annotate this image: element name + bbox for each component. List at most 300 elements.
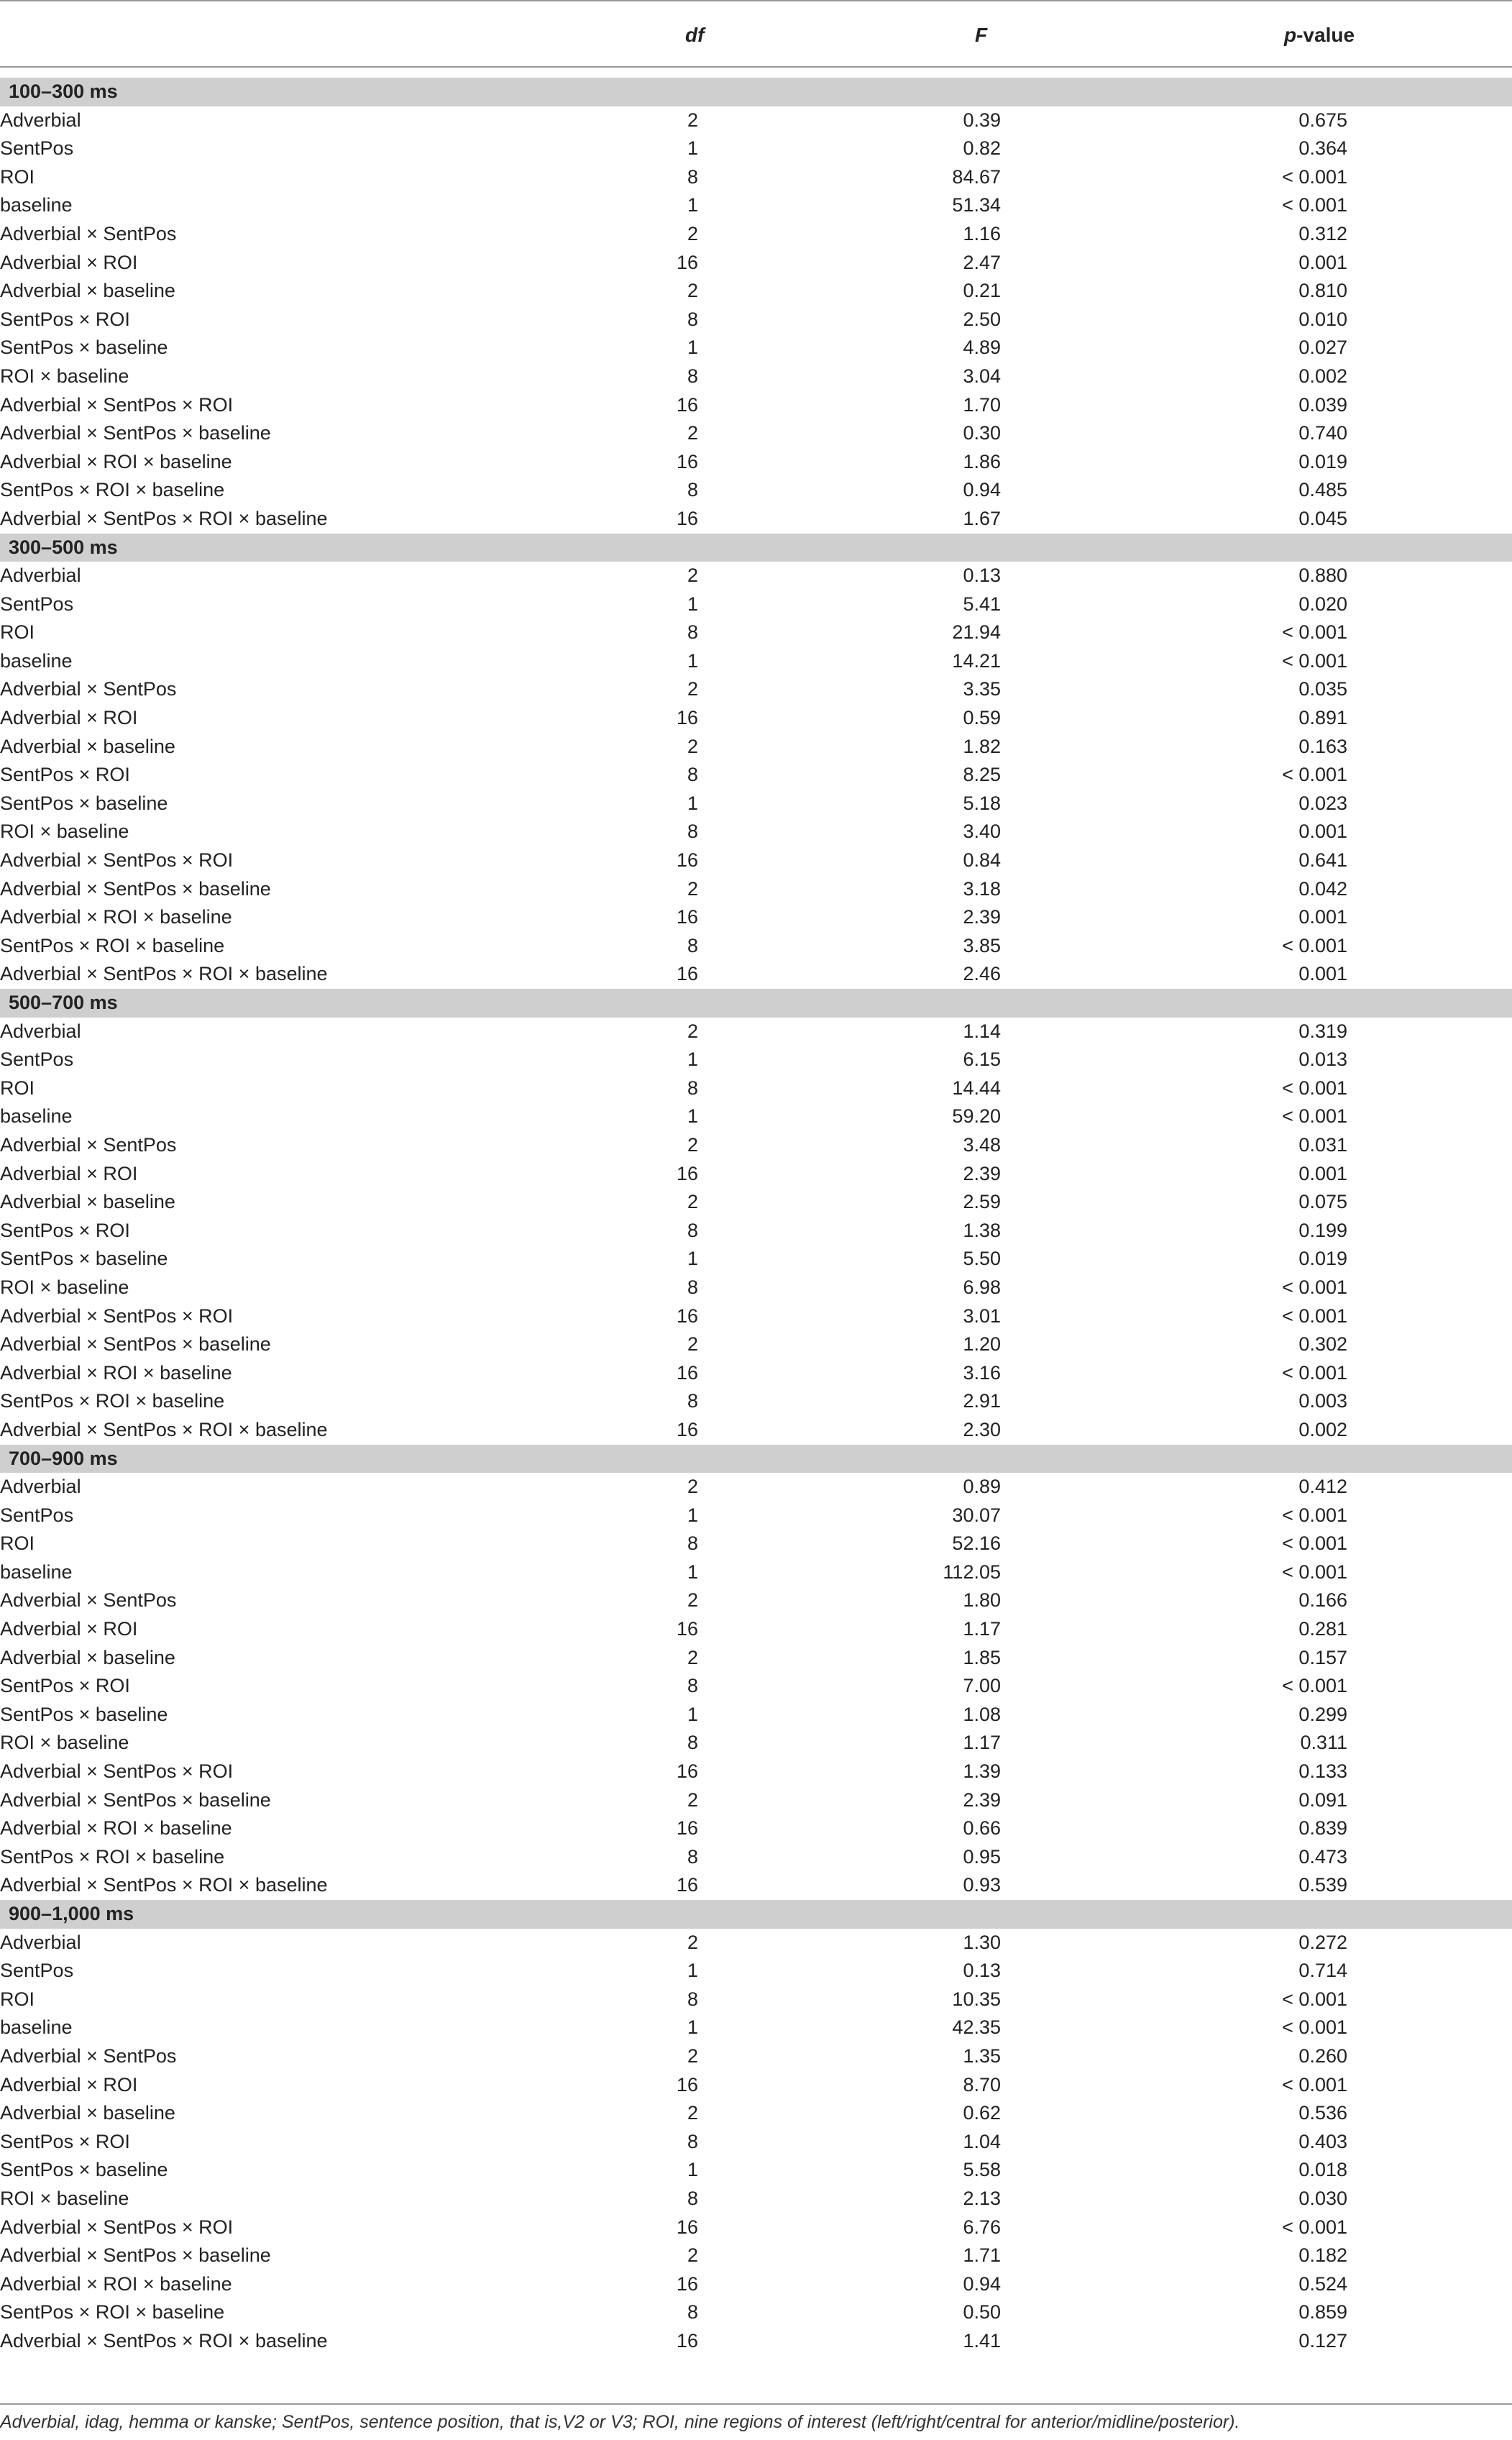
df-cell: 16 xyxy=(676,1618,698,1640)
p-value-cell: 0.403 xyxy=(1298,2130,1347,2152)
table-row xyxy=(0,1843,1512,1872)
df-cell: 16 xyxy=(676,1874,698,1896)
p-value-cell: 0.272 xyxy=(1298,1931,1347,1953)
p-value-cell: < 0.001 xyxy=(1282,1532,1347,1555)
f-cell: 5.18 xyxy=(963,792,1001,814)
effect-cell: ROI xyxy=(0,621,35,644)
effect-cell: Adverbial × ROI × baseline xyxy=(0,2272,232,2295)
p-value-cell: < 0.001 xyxy=(1282,1276,1347,1298)
f-cell: 112.05 xyxy=(943,1561,1001,1583)
effect-cell: ROI × baseline xyxy=(0,365,129,387)
p-value-cell: 0.473 xyxy=(1298,1845,1347,1868)
f-cell: 4.89 xyxy=(963,337,1001,359)
table-row xyxy=(0,1929,1512,1957)
p-value-cell: 0.039 xyxy=(1298,393,1347,416)
effect-cell: Adverbial × baseline xyxy=(0,735,175,757)
table-row xyxy=(0,2327,1512,2356)
effect-cell: Adverbial × SentPos × baseline xyxy=(0,1788,271,1811)
p-value-cell: 0.001 xyxy=(1298,906,1347,928)
effect-cell: SentPos × ROI × baseline xyxy=(0,2301,225,2324)
table-footnote: Adverbial, idag, hemma or kanske; SentPos, sentence position, that is,V2 or V3; ROI, nine regions of interest (left/right/central for anterior/midline/posterior). xyxy=(0,2403,1512,2433)
p-value-cell: 0.319 xyxy=(1298,1020,1347,1042)
f-cell: 3.01 xyxy=(963,1304,1001,1327)
f-cell: 21.94 xyxy=(952,621,1001,644)
p-value-cell: < 0.001 xyxy=(1282,1988,1347,2010)
table-row xyxy=(0,448,1512,477)
table-row xyxy=(0,1274,1512,1302)
df-cell: 8 xyxy=(687,165,698,188)
df-cell: 1 xyxy=(687,1960,698,1982)
effect-cell: Adverbial xyxy=(0,1931,81,1953)
table-row xyxy=(0,1074,1512,1103)
p-value-cell: 0.302 xyxy=(1298,1333,1347,1356)
df-cell: 16 xyxy=(676,963,698,985)
table-row xyxy=(0,1330,1512,1359)
p-value-cell: < 0.001 xyxy=(1282,621,1347,644)
p-value-cell: < 0.001 xyxy=(1282,649,1347,672)
f-cell: 0.21 xyxy=(963,280,1001,302)
table-row xyxy=(0,2014,1512,2042)
table-row xyxy=(0,1245,1512,1274)
effect-cell: SentPos xyxy=(0,1504,74,1526)
df-cell: 1 xyxy=(687,593,698,615)
df-cell: 16 xyxy=(676,1418,698,1440)
df-cell: 16 xyxy=(676,2216,698,2238)
df-cell: 2 xyxy=(687,1333,698,1356)
table-row xyxy=(0,2298,1512,2327)
table-row xyxy=(0,932,1512,961)
p-value-cell: < 0.001 xyxy=(1282,1361,1347,1384)
table-row xyxy=(0,2156,1512,2185)
table-row xyxy=(0,2213,1512,2242)
f-cell: 59.20 xyxy=(952,1105,1001,1128)
table-row xyxy=(0,191,1512,220)
p-value-cell: < 0.001 xyxy=(1282,2216,1347,2238)
df-cell: 16 xyxy=(676,1361,698,1384)
effect-cell: baseline xyxy=(0,2016,73,2039)
df-cell: 1 xyxy=(687,1048,698,1071)
p-value-cell: 0.042 xyxy=(1298,877,1347,900)
table-row xyxy=(0,1644,1512,1673)
section-header xyxy=(0,1445,1512,1473)
table-row xyxy=(0,1957,1512,1986)
table-row xyxy=(0,1018,1512,1046)
p-value-cell: < 0.001 xyxy=(1282,1561,1347,1583)
p-value-cell: 0.019 xyxy=(1298,450,1347,472)
effect-cell: SentPos × ROI × baseline xyxy=(0,1845,225,1868)
table-row xyxy=(0,2042,1512,2071)
table-row xyxy=(0,163,1512,192)
p-value-cell: 0.412 xyxy=(1298,1476,1347,1498)
f-cell: 2.50 xyxy=(963,308,1001,330)
p-value-cell: 0.675 xyxy=(1298,109,1347,131)
table-row xyxy=(0,1530,1512,1558)
f-cell: 2.30 xyxy=(963,1418,1001,1440)
df-cell: 2 xyxy=(687,2244,698,2267)
p-value-cell: 0.311 xyxy=(1300,1732,1347,1754)
header-df: df xyxy=(685,24,705,46)
effect-cell: Adverbial × ROI × baseline xyxy=(0,906,232,928)
effect-cell: Adverbial × SentPos xyxy=(0,678,177,700)
effect-cell: Adverbial xyxy=(0,565,81,587)
df-cell: 16 xyxy=(676,2073,698,2096)
df-cell: 8 xyxy=(687,1988,698,2010)
p-value-cell: 0.127 xyxy=(1298,2329,1347,2352)
p-value-cell: < 0.001 xyxy=(1282,934,1347,956)
table-row xyxy=(0,1217,1512,1246)
p-value-cell: 0.260 xyxy=(1298,2044,1347,2067)
df-cell: 2 xyxy=(687,109,698,131)
f-cell: 0.13 xyxy=(963,1960,1001,1982)
p-value-cell: 0.859 xyxy=(1298,2301,1347,2324)
p-value-cell: 0.839 xyxy=(1298,1817,1347,1840)
table-row xyxy=(0,391,1512,420)
section-header xyxy=(0,1900,1512,1929)
f-cell: 1.80 xyxy=(963,1589,1001,1612)
f-cell: 10.35 xyxy=(952,1988,1001,2010)
df-cell: 2 xyxy=(687,1476,698,1498)
df-cell: 8 xyxy=(687,2130,698,2152)
effect-cell: Adverbial × SentPos × baseline xyxy=(0,1333,271,1356)
p-value-cell: 0.364 xyxy=(1298,137,1347,160)
effect-cell: SentPos × baseline xyxy=(0,2159,168,2181)
f-cell: 0.95 xyxy=(963,1845,1001,1868)
f-cell: 0.59 xyxy=(963,707,1001,729)
f-cell: 1.85 xyxy=(963,1646,1001,1668)
f-cell: 8.25 xyxy=(963,764,1001,786)
table-body xyxy=(0,78,1512,2356)
table-row xyxy=(0,1558,1512,1587)
effect-cell: Adverbial × baseline xyxy=(0,1191,175,1213)
f-cell: 7.00 xyxy=(963,1675,1001,1697)
df-cell: 2 xyxy=(687,1931,698,1953)
p-value-cell: 0.001 xyxy=(1298,1162,1347,1184)
p-value-cell: < 0.001 xyxy=(1282,1077,1347,1099)
f-cell: 14.44 xyxy=(952,1077,1001,1099)
p-value-cell: 0.891 xyxy=(1298,707,1347,729)
p-value-cell: 0.075 xyxy=(1298,1191,1347,1213)
f-cell: 2.46 xyxy=(963,963,1001,985)
p-value-cell: 0.299 xyxy=(1298,1703,1347,1725)
f-cell: 0.84 xyxy=(963,849,1001,872)
p-value-cell: 0.018 xyxy=(1298,2159,1347,2181)
df-cell: 2 xyxy=(687,2044,698,2067)
df-cell: 8 xyxy=(687,1532,698,1555)
df-cell: 2 xyxy=(687,2102,698,2124)
f-cell: 1.17 xyxy=(963,1732,1001,1754)
table-row xyxy=(0,1729,1512,1758)
table-row xyxy=(0,1814,1512,1843)
p-value-cell: 0.001 xyxy=(1298,251,1347,273)
effect-cell: ROI × baseline xyxy=(0,1276,129,1298)
f-cell: 1.14 xyxy=(963,1020,1001,1042)
effect-cell: Adverbial × SentPos × ROI × baseline xyxy=(0,1418,328,1440)
p-value-cell: 0.019 xyxy=(1298,1248,1347,1270)
f-cell: 3.18 xyxy=(963,877,1001,900)
table-row xyxy=(0,1871,1512,1900)
table-row xyxy=(0,590,1512,619)
p-value-cell: < 0.001 xyxy=(1282,1105,1347,1128)
p-value-cell: 0.023 xyxy=(1298,792,1347,814)
df-cell: 8 xyxy=(687,1845,698,1868)
f-cell: 0.66 xyxy=(963,1817,1001,1840)
table-row xyxy=(0,505,1512,534)
table-row xyxy=(0,1188,1512,1217)
effect-cell: Adverbial × SentPos × ROI × baseline xyxy=(0,963,328,985)
table-row xyxy=(0,2099,1512,2128)
f-cell: 0.50 xyxy=(963,2301,1001,2324)
table-row xyxy=(0,647,1512,676)
effect-cell: ROI xyxy=(0,1532,35,1555)
df-cell: 2 xyxy=(687,678,698,700)
effect-cell: Adverbial × SentPos × baseline xyxy=(0,2244,271,2267)
f-cell: 2.39 xyxy=(963,1162,1001,1184)
df-cell: 16 xyxy=(676,1162,698,1184)
f-cell: 51.34 xyxy=(952,194,1001,216)
df-cell: 1 xyxy=(687,649,698,672)
table-row xyxy=(0,1046,1512,1074)
effect-cell: ROI xyxy=(0,165,35,188)
effect-cell: Adverbial × ROI xyxy=(0,1162,138,1184)
f-cell: 2.91 xyxy=(963,1390,1001,1412)
f-cell: 1.67 xyxy=(963,507,1001,529)
df-cell: 2 xyxy=(687,1788,698,1811)
df-cell: 8 xyxy=(687,1276,698,1298)
table-row xyxy=(0,675,1512,704)
df-cell: 2 xyxy=(687,1191,698,1213)
df-cell: 8 xyxy=(687,479,698,501)
df-cell: 1 xyxy=(687,792,698,814)
table-row xyxy=(0,362,1512,391)
df-cell: 2 xyxy=(687,1133,698,1156)
f-cell: 2.59 xyxy=(963,1191,1001,1213)
f-cell: 14.21 xyxy=(952,649,1001,672)
p-value-cell: < 0.001 xyxy=(1282,2016,1347,2039)
table-row xyxy=(0,249,1512,278)
p-value-cell: 0.524 xyxy=(1298,2272,1347,2295)
effect-cell: Adverbial × SentPos × baseline xyxy=(0,877,271,900)
effect-cell: Adverbial xyxy=(0,1476,81,1498)
section-title: 300–500 ms xyxy=(9,536,118,558)
p-value-cell: < 0.001 xyxy=(1282,2073,1347,2096)
f-cell: 5.50 xyxy=(963,1248,1001,1270)
f-cell: 0.93 xyxy=(963,1874,1001,1896)
p-value-cell: 0.091 xyxy=(1298,1788,1347,1811)
f-cell: 0.82 xyxy=(963,137,1001,160)
p-value-cell: 0.157 xyxy=(1298,1646,1347,1668)
table-row xyxy=(0,277,1512,306)
effect-cell: Adverbial × SentPos × ROI xyxy=(0,2216,234,2238)
df-cell: 16 xyxy=(676,2329,698,2352)
df-cell: 16 xyxy=(676,707,698,729)
f-cell: 0.39 xyxy=(963,109,1001,131)
df-cell: 1 xyxy=(687,2016,698,2039)
p-value-cell: 0.199 xyxy=(1298,1219,1347,1241)
table-row xyxy=(0,960,1512,989)
p-value-cell: 0.536 xyxy=(1298,2102,1347,2124)
df-cell: 1 xyxy=(687,337,698,359)
f-cell: 6.15 xyxy=(963,1048,1001,1071)
df-cell: 1 xyxy=(687,194,698,216)
df-cell: 16 xyxy=(676,2272,698,2295)
table-row xyxy=(0,1502,1512,1530)
section-title: 700–900 ms xyxy=(9,1447,118,1469)
df-cell: 8 xyxy=(687,621,698,644)
table-row xyxy=(0,334,1512,362)
p-value-cell: 0.182 xyxy=(1298,2244,1347,2267)
df-cell: 16 xyxy=(676,1760,698,1783)
table-row xyxy=(0,2185,1512,2213)
f-cell: 5.58 xyxy=(963,2159,1001,2181)
df-cell: 8 xyxy=(687,1077,698,1099)
df-cell: 16 xyxy=(676,393,698,416)
table-row xyxy=(0,2128,1512,2157)
df-cell: 8 xyxy=(687,1390,698,1412)
df-cell: 8 xyxy=(687,934,698,956)
p-value-cell: 0.539 xyxy=(1298,1874,1347,1896)
p-value-cell: 0.002 xyxy=(1298,365,1347,387)
df-cell: 8 xyxy=(687,1219,698,1241)
effect-cell: baseline xyxy=(0,1105,73,1128)
p-value-cell: 0.013 xyxy=(1298,1048,1347,1071)
table-row xyxy=(0,1387,1512,1416)
section-title: 900–1,000 ms xyxy=(9,1903,134,1924)
f-cell: 84.67 xyxy=(952,165,1001,188)
df-cell: 16 xyxy=(676,1304,698,1327)
p-value-cell: < 0.001 xyxy=(1282,165,1347,188)
p-value-cell: 0.810 xyxy=(1298,280,1347,302)
p-value-cell: < 0.001 xyxy=(1282,1504,1347,1526)
p-value-cell: 0.010 xyxy=(1298,308,1347,330)
f-cell: 3.16 xyxy=(963,1361,1001,1384)
p-value-cell: 0.740 xyxy=(1298,422,1347,444)
effect-cell: Adverbial × SentPos × ROI xyxy=(0,1760,234,1783)
table-row xyxy=(0,2071,1512,2100)
f-cell: 8.70 xyxy=(963,2073,1001,2096)
table-row xyxy=(0,761,1512,790)
table-row xyxy=(0,1160,1512,1189)
table-row xyxy=(0,1359,1512,1388)
f-cell: 3.35 xyxy=(963,678,1001,700)
df-cell: 8 xyxy=(687,2301,698,2324)
p-value-cell: 0.166 xyxy=(1298,1589,1347,1612)
p-value-cell: < 0.001 xyxy=(1282,194,1347,216)
effect-cell: Adverbial × ROI xyxy=(0,1618,138,1640)
effect-cell: Adverbial × ROI × baseline xyxy=(0,1817,232,1840)
effect-cell: ROI × baseline xyxy=(0,2187,129,2209)
effect-cell: baseline xyxy=(0,194,73,216)
f-cell: 1.71 xyxy=(963,2244,1001,2267)
effect-cell: Adverbial × SentPos × ROI xyxy=(0,1304,234,1327)
f-cell: 1.16 xyxy=(963,222,1001,245)
effect-cell: Adverbial × SentPos xyxy=(0,2044,177,2067)
f-cell: 1.70 xyxy=(963,393,1001,416)
p-value-cell: 0.880 xyxy=(1298,565,1347,587)
effect-cell: Adverbial × ROI × baseline xyxy=(0,450,232,472)
effect-cell: Adverbial × ROI xyxy=(0,707,138,729)
effect-cell: Adverbial × SentPos xyxy=(0,1589,177,1612)
df-cell: 2 xyxy=(687,1589,698,1612)
f-cell: 0.94 xyxy=(963,2272,1001,2295)
table-row xyxy=(0,2242,1512,2270)
effect-cell: SentPos × ROI xyxy=(0,2130,130,2152)
table-header xyxy=(0,0,1512,68)
df-cell: 2 xyxy=(687,222,698,245)
header-f: F xyxy=(975,24,988,46)
effect-cell: Adverbial × baseline xyxy=(0,1646,175,1668)
effect-cell: SentPos × baseline xyxy=(0,1703,168,1725)
f-cell: 1.39 xyxy=(963,1760,1001,1783)
f-cell: 3.85 xyxy=(963,934,1001,956)
table-row xyxy=(0,1302,1512,1331)
p-value-cell: 0.031 xyxy=(1298,1133,1347,1156)
table-row xyxy=(0,733,1512,762)
section-title: 500–700 ms xyxy=(9,992,118,1013)
table-row xyxy=(0,1416,1512,1445)
p-value-cell: 0.020 xyxy=(1298,593,1347,615)
f-cell: 3.40 xyxy=(963,821,1001,843)
effect-cell: SentPos xyxy=(0,1048,74,1071)
f-cell: 30.07 xyxy=(952,1504,1001,1526)
section-header xyxy=(0,534,1512,562)
table-row xyxy=(0,476,1512,505)
table-row xyxy=(0,1701,1512,1730)
section-header xyxy=(0,989,1512,1018)
f-cell: 52.16 xyxy=(952,1532,1001,1555)
df-cell: 16 xyxy=(676,849,698,872)
f-cell: 1.35 xyxy=(963,2044,1001,2067)
effect-cell: SentPos xyxy=(0,137,74,160)
table-row xyxy=(0,106,1512,135)
p-value-cell: 0.030 xyxy=(1298,2187,1347,2209)
df-cell: 16 xyxy=(676,1817,698,1840)
effect-cell: Adverbial × SentPos xyxy=(0,222,177,245)
f-cell: 1.86 xyxy=(963,450,1001,472)
df-cell: 2 xyxy=(687,422,698,444)
df-cell: 1 xyxy=(687,2159,698,2181)
effect-cell: Adverbial xyxy=(0,1020,81,1042)
effect-cell: SentPos × baseline xyxy=(0,792,168,814)
f-cell: 0.94 xyxy=(963,479,1001,501)
p-value-cell: 0.002 xyxy=(1298,1418,1347,1440)
section-title: 100–300 ms xyxy=(9,81,118,102)
f-cell: 1.30 xyxy=(963,1931,1001,1953)
f-cell: 2.13 xyxy=(963,2187,1001,2209)
df-cell: 16 xyxy=(676,450,698,472)
f-cell: 5.41 xyxy=(963,593,1001,615)
section-header xyxy=(0,78,1512,106)
p-value-cell: 0.003 xyxy=(1298,1390,1347,1412)
f-cell: 1.20 xyxy=(963,1333,1001,1356)
effect-cell: Adverbial xyxy=(0,109,81,131)
df-cell: 8 xyxy=(687,821,698,843)
effect-cell: Adverbial × baseline xyxy=(0,2102,175,2124)
effect-cell: Adverbial × baseline xyxy=(0,280,175,302)
effect-cell: SentPos × ROI xyxy=(0,1675,130,1697)
df-cell: 1 xyxy=(687,137,698,160)
p-value-cell: < 0.001 xyxy=(1282,1304,1347,1327)
p-value-cell: < 0.001 xyxy=(1282,1675,1347,1697)
header-p-value: p-value xyxy=(1284,24,1355,46)
f-cell: 1.38 xyxy=(963,1219,1001,1241)
df-cell: 2 xyxy=(687,1020,698,1042)
table-row xyxy=(0,903,1512,932)
p-value-cell: 0.641 xyxy=(1298,849,1347,872)
f-cell: 0.13 xyxy=(963,565,1001,587)
df-cell: 2 xyxy=(687,280,698,302)
table-row xyxy=(0,704,1512,733)
effect-cell: baseline xyxy=(0,1561,73,1583)
